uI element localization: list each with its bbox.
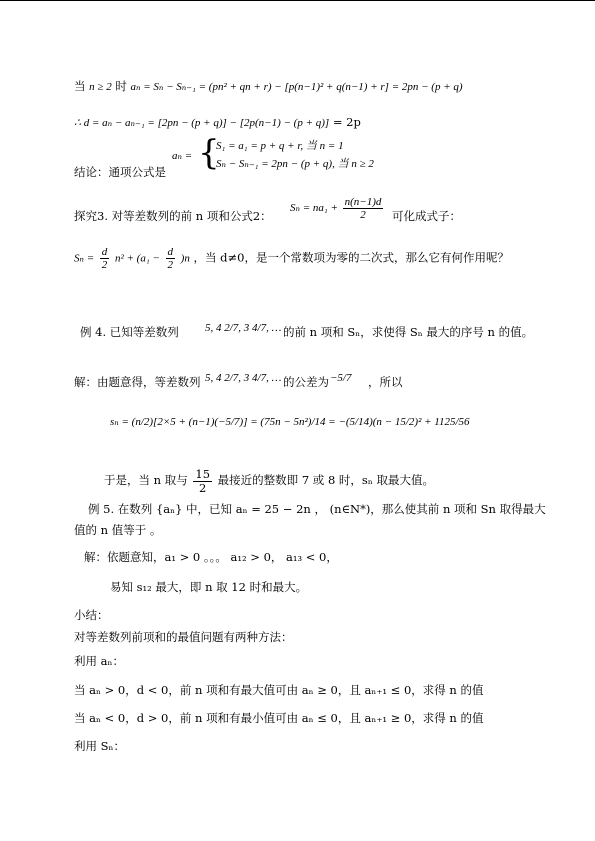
summary-line-4: 当 aₙ < 0，d > 0，前 n 项和有最小值可由 aₙ ≤ 0，且 aₙ₊₁ ≥ 0，求得 n 的值 bbox=[74, 711, 484, 725]
conclusion-post: 最接近的整数即 7 或 8 时，sₙ 取最大值。 bbox=[217, 473, 434, 488]
solution-4-label: 解：由题意得，等差数列 bbox=[74, 375, 201, 389]
example-4-sequence: 5, 4 2/7, 3 4/7, … bbox=[205, 322, 282, 334]
summary-line-2: 利用 aₙ： bbox=[74, 654, 124, 668]
summary-line-5: 利用 Sₙ： bbox=[74, 739, 126, 753]
example-4-label: 例 4. 已知等差数列 bbox=[80, 325, 179, 339]
solution-4-conclusion bbox=[104, 468, 434, 494]
q-frac-1-num: d bbox=[101, 246, 108, 258]
q-text: ，当 d≠0，是一个常数项为零的二次式，那么它有何作用呢？ bbox=[193, 250, 509, 265]
quadratic-form bbox=[74, 246, 509, 271]
solution-4-formula: sₙ = (n/2)[2×5 + (n−1)(−5/7)] = (75n − 5n²)/14 = −(5/14)(n − 15/2)² + 1125/56 bbox=[110, 416, 470, 428]
q-end: )n bbox=[180, 252, 190, 265]
sum-formula-2 bbox=[290, 196, 385, 221]
sum-formula-fraction bbox=[343, 196, 384, 221]
top-border bbox=[0, 0, 595, 1]
q-frac-1-den: 2 bbox=[101, 259, 108, 272]
solution-5-text-2: 易知 s₁₂ 最大，即 n 取 12 时和最大。 bbox=[110, 580, 308, 594]
q-mid: n² + (a₁ − bbox=[114, 252, 160, 265]
derivation-line-1 bbox=[74, 80, 463, 94]
l1-prefix: 当 bbox=[74, 79, 86, 93]
solution-5-text: 解：依题意知，a₁ > 0 。。。 a₁₂ > 0， a₁₃ < 0， bbox=[84, 550, 338, 564]
l1-formula: aₙ = Sₙ − Sₙ₋₁ = (pn² + qn + r) − [p(n−1)² + q(n−1) + r] = 2pn − (p + q) bbox=[130, 81, 463, 93]
l1-when: 时 bbox=[115, 79, 127, 93]
explore3-text: 探究3. 对等差数列的前 n 项和公式2： bbox=[74, 209, 272, 223]
summary-line-1: 对等差数列前项和的最值问题有两种方法： bbox=[74, 630, 293, 644]
q-frac-2-den: 2 bbox=[167, 259, 173, 272]
sum-formula-den: 2 bbox=[360, 209, 366, 222]
example-4-text: 的前 n 项和 Sₙ，求使得 Sₙ 最大的序号 n 的值。 bbox=[283, 325, 534, 339]
explore3-tail: 可化成式子： bbox=[392, 209, 461, 223]
q-sn: Sₙ = bbox=[74, 252, 95, 265]
l2-formula: ∴ d = aₙ − aₙ₋₁ = [2pn − (p + q)] − [2p(n−1) − (p + q)] bbox=[74, 117, 330, 129]
summary-title: 小结： bbox=[74, 608, 109, 622]
conclusion-frac-den: 2 bbox=[199, 480, 207, 495]
derivation-line-2 bbox=[74, 116, 361, 130]
conclusion-label: 结论：通项公式是 bbox=[74, 165, 166, 179]
conclusion-frac bbox=[193, 468, 212, 494]
piecewise-an: aₙ = bbox=[172, 150, 193, 162]
sum-formula-pre: Sₙ = na₁ + bbox=[290, 202, 338, 215]
solution-4-text-2: ，所以 bbox=[368, 375, 403, 389]
l1-condition: n ≥ 2 bbox=[89, 81, 112, 93]
conclusion-frac-num: 15 bbox=[195, 467, 211, 481]
solution-4-sequence: 5, 4 2/7, 3 4/7, … bbox=[205, 372, 282, 384]
q-frac-1 bbox=[100, 246, 110, 271]
piecewise-case-1: S₁ = a₁ = p + q + r, 当 n = 1 bbox=[216, 140, 344, 152]
piecewise-case-2: Sₙ − Sₙ₋₁ = 2pn − (p + q), 当 n ≥ 2 bbox=[216, 158, 374, 170]
l2-result: = 2p bbox=[332, 115, 361, 129]
example-5-text: 例 5. 在数列 {aₙ} 中，已知 aₙ = 25 − 2n ， (n∈N*)，那么使其前 n 项和 Sn 取得最大 bbox=[88, 502, 546, 516]
q-frac-2-num: d bbox=[167, 246, 173, 258]
solution-4-common-diff: −5/7 bbox=[330, 372, 352, 384]
solution-4-text-1: 的公差为 bbox=[283, 375, 329, 389]
conclusion-pre: 于是，当 n 取与 bbox=[104, 473, 188, 488]
summary-line-3: 当 aₙ > 0，d < 0，前 n 项和有最大值可由 aₙ ≥ 0，且 aₙ₊₁ ≤ 0，求得 n 的值 bbox=[74, 683, 484, 697]
example-5-text-2: 值的 n 值等于 。 bbox=[74, 523, 162, 537]
piecewise-brace: { bbox=[198, 133, 220, 173]
sum-formula-num: n(n−1)d bbox=[344, 196, 382, 208]
q-frac-2 bbox=[166, 246, 176, 271]
